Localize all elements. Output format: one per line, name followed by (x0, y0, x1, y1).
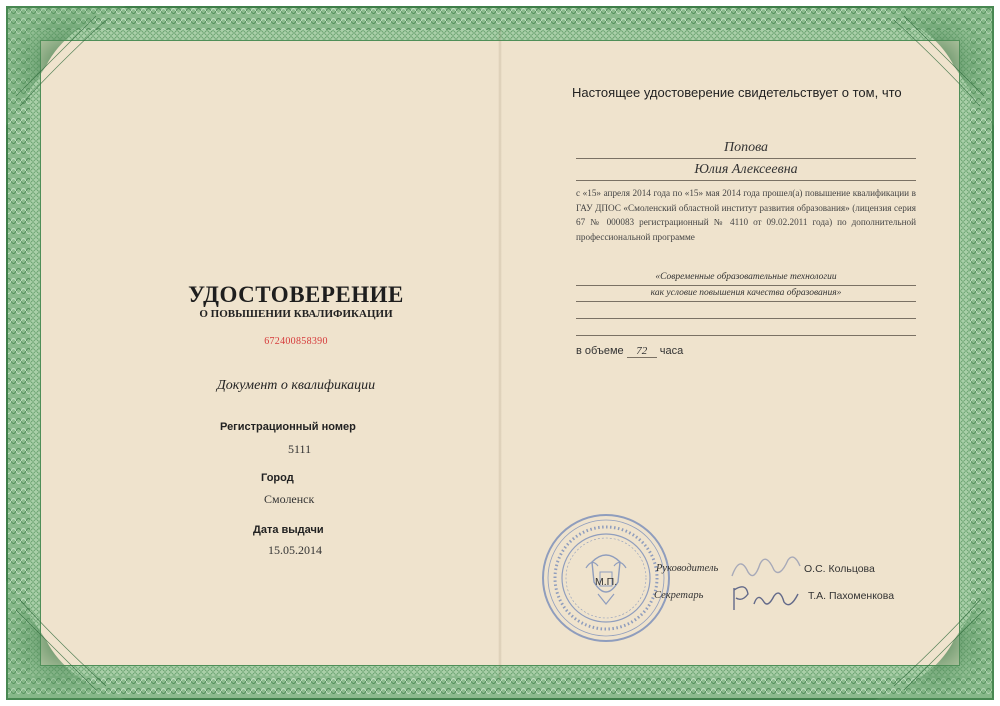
director-name: О.С. Кольцова (804, 563, 875, 575)
certificate-sheet (6, 6, 994, 700)
hours-line (576, 345, 683, 358)
city-value: Смоленск (264, 492, 315, 506)
serial-number: 672400858390 (264, 336, 328, 347)
holder-given-names: Юлия Алексеевна (576, 162, 916, 181)
intro-text: Настоящее удостоверение свидетельствует о том, что (572, 85, 902, 100)
hours-suffix: часа (659, 345, 684, 357)
document-kind: Документ о квалификации (216, 378, 376, 393)
hours-value: 72 (627, 345, 657, 358)
secretary-role: Секретарь (654, 590, 704, 601)
registration-label: Регистрационный номер (220, 421, 356, 433)
issue-date-value: 15.05.2014 (268, 543, 322, 557)
certificate-title: УДОСТОВЕРЕНИЕ (188, 282, 404, 307)
director-role: Руководитель (656, 563, 719, 574)
certificate-subtitle: О ПОВЫШЕНИИ КВАЛИФИКАЦИИ (199, 308, 393, 320)
secretary-signature (728, 580, 808, 614)
blank-line (576, 323, 916, 336)
program-line-1: «Современные образовательные технологии (576, 272, 916, 286)
hours-prefix: в объеме (576, 345, 624, 357)
holder-surname: Попова (576, 140, 916, 159)
issue-date-label: Дата выдачи (253, 524, 324, 536)
secretary-name: Т.А. Пахоменкова (808, 590, 895, 602)
center-fold (498, 28, 502, 678)
stamp-place-label: М.П. (595, 576, 618, 588)
blank-line (576, 306, 916, 319)
program-line-2: как условие повышения качества образования» (576, 288, 916, 302)
registration-value: 5111 (288, 442, 312, 456)
city-label: Город (261, 472, 294, 484)
training-description: с «15» апреля 2014 года по «15» мая 2014 года прошел(а) повышение квалификации в ГАУ ДПОС «Смоленский областной институт развития образования» (лицензия серия 67 № 000083 регистрационный № 4110 от 09.02.2011 года) по дополнительной профессиональной программе (576, 188, 916, 242)
